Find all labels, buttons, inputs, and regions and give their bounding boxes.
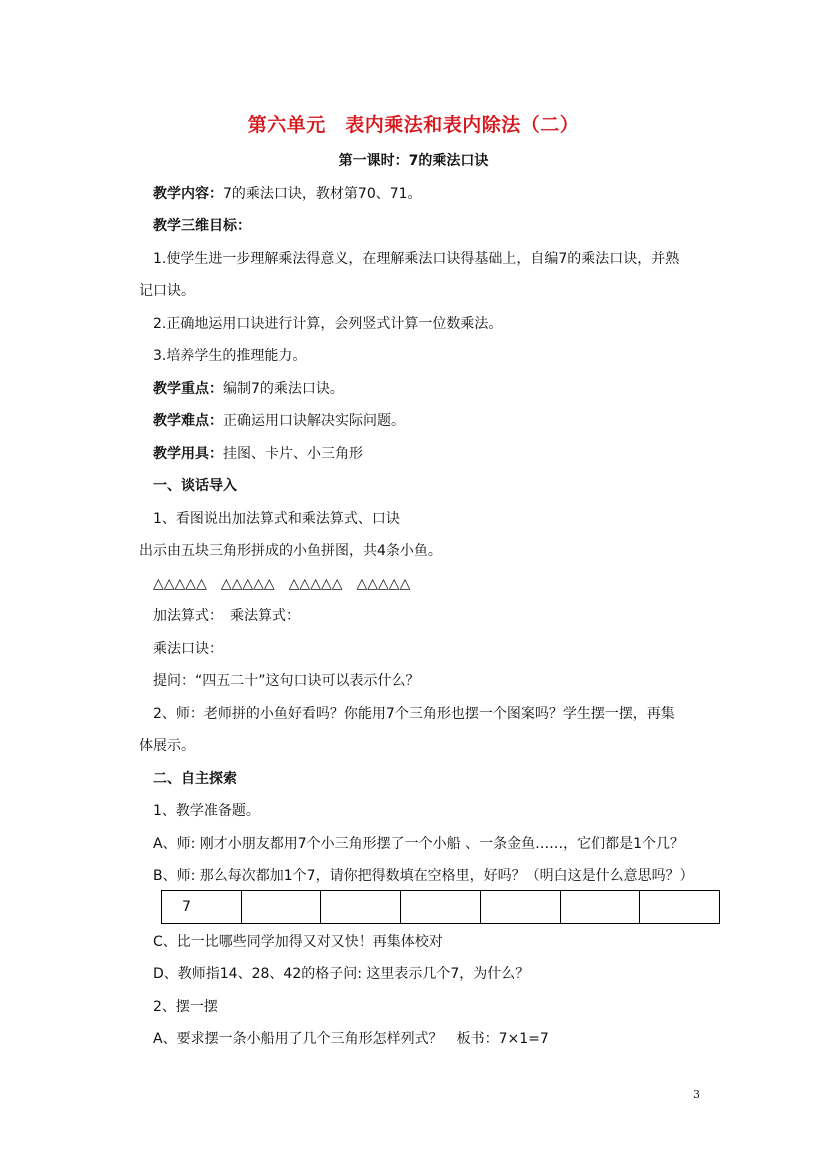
content-label: 教学内容： bbox=[153, 186, 223, 202]
goal3: 3.培养学生的推理能力。 bbox=[153, 348, 307, 364]
difficulty-line bbox=[153, 411, 713, 431]
tools-text: 挂图、卡片、小三角形 bbox=[223, 446, 363, 462]
rhyme-line: 乘法口诀： bbox=[153, 641, 223, 657]
table-cell bbox=[560, 891, 640, 924]
content-text: 7的乘法口诀，教材第70、71。 bbox=[223, 186, 422, 202]
page-number: 3 bbox=[693, 1088, 700, 1101]
section2-step2: 2、摆一摆 bbox=[153, 999, 218, 1015]
section2-a2: A、要求摆一条小船用了几个三角形怎样列式？ 板书：7×1=7 bbox=[153, 1031, 549, 1047]
lesson-subtitle: 第一课时：7的乘法口诀 bbox=[338, 153, 489, 169]
key-point-text: 编制7的乘法口诀。 bbox=[223, 381, 344, 397]
table-cell bbox=[480, 891, 560, 924]
table-cell bbox=[401, 891, 481, 924]
tools-line bbox=[153, 444, 713, 464]
section1-step2-line2: 体展示。 bbox=[139, 738, 195, 754]
section2-heading: 二、自主探索 bbox=[153, 771, 237, 787]
goal1-line1: 1.使学生进一步理解乘法得意义，在理解乘法口诀得基础上，自编7的乘法口诀，并熟 bbox=[153, 251, 680, 267]
section1-step2-line1: 2、师：老师拼的小鱼好看吗？你能用7个三角形也摆一个图案吗？学生摆一摆，再集 bbox=[153, 706, 675, 722]
question-line: 提问：“四五二十”这句口诀可以表示什么？ bbox=[153, 673, 420, 689]
key-point-line bbox=[153, 379, 713, 399]
section2-d: D、教师指14、28、42的格子问: 这里表示几个7，为什么？ bbox=[153, 966, 530, 982]
difficulty-text: 正确运用口诀解决实际问题。 bbox=[223, 413, 405, 429]
section2-c: C、比一比哪些同学加得又对又快！再集体校对 bbox=[153, 934, 443, 950]
key-point-label: 教学重点： bbox=[153, 381, 223, 397]
tools-label: 教学用具： bbox=[153, 446, 223, 462]
section1-step1: 1、看图说出加法算式和乘法算式、口诀 bbox=[153, 511, 400, 527]
section2-step1: 1、教学准备题。 bbox=[153, 803, 260, 819]
goals-heading: 教学三维目标： bbox=[153, 218, 251, 234]
section2-a: A、师: 刚才小朋友都用7个小三角形摆了一个小船 、一条金鱼……，它们都是1个几？ bbox=[153, 836, 685, 852]
content-line bbox=[153, 184, 713, 204]
section1-heading: 一、谈话导入 bbox=[153, 478, 237, 494]
section1-desc: 出示由五块三角形拼成的小鱼拼图，共4条小鱼。 bbox=[139, 543, 442, 559]
table-cell bbox=[321, 891, 401, 924]
goal2: 2.正确地运用口诀进行计算，会列竖式计算一位数乘法。 bbox=[153, 316, 503, 332]
formulas-line: 加法算式： 乘法算式： bbox=[153, 608, 300, 624]
unit-title: 第六单元 表内乘法和表内除法（二） bbox=[247, 114, 580, 136]
difficulty-label: 教学难点： bbox=[153, 413, 223, 429]
table-row bbox=[162, 891, 720, 924]
triangles-row: △△△△△ △△△△△ △△△△△ △△△△△ bbox=[153, 576, 411, 592]
table-cell bbox=[640, 891, 720, 924]
goal1-line2: 记口诀。 bbox=[139, 283, 195, 299]
section2-b: B、师: 那么每次都加1个7，请你把得数填在空格里，好吗？（明白这是什么意思吗？） bbox=[153, 868, 694, 884]
table-cell: 7 bbox=[162, 891, 242, 924]
table-cell bbox=[241, 891, 321, 924]
fill-in-table bbox=[161, 890, 720, 924]
